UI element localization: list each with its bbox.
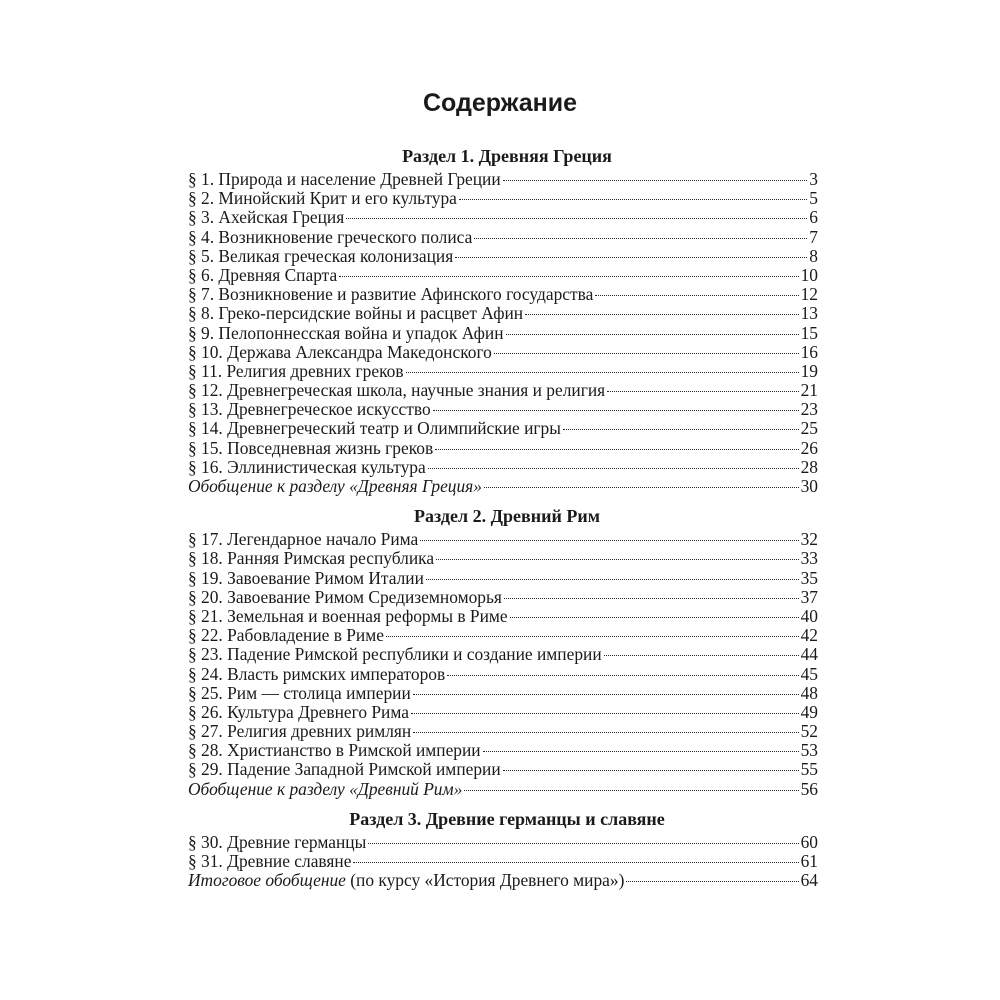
toc-entry[interactable] (188, 607, 818, 626)
toc-entry[interactable] (188, 665, 818, 684)
entry-label: § 18. Ранняя Римская республика (188, 548, 435, 569)
toc-entry[interactable] (188, 381, 818, 400)
final-label-italic: Итоговое обобщение (188, 870, 346, 891)
entry-label: § 23. Падение Римской республики и создание империи (188, 644, 602, 665)
dot-leader (447, 675, 798, 676)
dot-leader (436, 559, 799, 560)
dot-leader (464, 790, 798, 791)
entry-label: § 25. Рим — столица империи (188, 682, 411, 703)
toc-entry[interactable] (188, 833, 818, 852)
summary-page: 30 (800, 476, 818, 496)
dot-leader (413, 694, 799, 695)
entry-page: 42 (800, 625, 818, 646)
dot-leader (426, 579, 799, 580)
toc-entry[interactable] (188, 722, 818, 741)
toc-entry[interactable] (188, 343, 818, 362)
dot-leader (503, 770, 799, 771)
entry-page: 48 (800, 682, 818, 703)
entry-label: § 29. Падение Западной Римской империи (188, 759, 501, 780)
toc-entry[interactable] (188, 569, 818, 588)
entry-label: § 16. Эллинистическая культура (188, 456, 426, 477)
toc-entry[interactable] (188, 208, 818, 227)
entry-page: 32 (800, 529, 818, 550)
dot-leader (413, 732, 798, 733)
summary-page: 56 (800, 778, 818, 799)
entry-label: § 19. Завоевание Римом Италии (188, 567, 424, 588)
toc-final-entry[interactable] (188, 871, 818, 890)
dot-leader (504, 598, 799, 599)
entry-label: § 14. Древнегреческий театр и Олимпийские игры (188, 418, 561, 439)
entry-label: § 7. Возникновение и развитие Афинского государства (188, 284, 594, 305)
entry-page: 3 (809, 169, 818, 189)
entry-page: 60 (800, 831, 818, 852)
entry-label: § 30. Древние германцы (188, 831, 367, 852)
entry-page: 13 (800, 303, 818, 324)
entry-page: 25 (800, 418, 818, 439)
toc-entry[interactable] (188, 247, 818, 266)
final-label (188, 871, 624, 890)
toc-entry[interactable] (188, 530, 818, 549)
entry-page: 19 (800, 360, 818, 381)
dot-leader (474, 238, 807, 239)
dot-leader (339, 276, 798, 277)
toc-entry[interactable] (188, 400, 818, 419)
entry-page: 55 (800, 759, 818, 780)
entry-page: 28 (800, 456, 818, 477)
toc-entry[interactable] (188, 285, 818, 304)
toc-entry[interactable] (188, 852, 818, 871)
entry-page: 52 (800, 721, 818, 742)
dot-leader (353, 862, 798, 863)
dot-leader (483, 751, 799, 752)
entry-label: § 31. Древние славяне (188, 851, 352, 871)
toc-entry[interactable] (188, 266, 818, 285)
toc-entry[interactable] (188, 741, 818, 760)
dot-leader (503, 180, 808, 181)
entry-page: 16 (800, 341, 818, 362)
entry-label: § 12. Древнегреческая школа, научные знания и религия (188, 380, 606, 401)
dot-leader (626, 881, 798, 882)
toc-entry[interactable] (188, 645, 818, 664)
toc-entry[interactable] (188, 588, 818, 607)
entry-label: § 3. Ахейская Греция (188, 207, 345, 228)
entry-label: § 17. Легендарное начало Рима (188, 529, 419, 550)
dot-leader (494, 353, 799, 354)
dot-leader (510, 617, 799, 618)
dot-leader (420, 540, 798, 541)
entry-label: § 13. Древнегреческое искусство (188, 399, 431, 420)
toc-entry[interactable] (188, 419, 818, 438)
entry-label: § 9. Пелопоннесская война и упадок Афин (188, 322, 504, 343)
summary-label: Обобщение к разделу «Древний Рим» (188, 778, 463, 799)
entry-page: 23 (800, 399, 818, 420)
section-heading-2: Раздел 2. Древний Рим (414, 506, 600, 527)
entry-label: § 28. Христианство в Римской империи (188, 740, 481, 761)
entry-label: § 21. Земельная и военная реформы в Риме (188, 605, 508, 626)
toc-entry[interactable] (188, 549, 818, 568)
summary-label: Обобщение к разделу «Древняя Греция» (188, 476, 482, 496)
entry-page: 15 (800, 322, 818, 343)
entry-label: § 15. Повседневная жизнь греков (188, 437, 434, 458)
entry-label: § 11. Религия древних греков (188, 360, 404, 381)
entry-page: 5 (809, 188, 818, 209)
dot-leader (604, 655, 799, 656)
toc-entry[interactable] (188, 684, 818, 703)
toc-entry[interactable] (188, 170, 818, 189)
entry-label: § 8. Греко-персидские войны и расцвет Афин (188, 303, 524, 324)
entry-label: § 24. Власть римских императоров (188, 663, 446, 684)
dot-leader (525, 314, 799, 315)
entry-label: § 5. Великая греческая колонизация (188, 245, 454, 266)
entry-label: § 2. Минойский Крит и его культура (188, 188, 457, 209)
final-page: 64 (800, 870, 818, 891)
dot-leader (346, 218, 807, 219)
entry-label: § 1. Природа и население Древней Греции (188, 169, 501, 189)
dot-leader (607, 391, 798, 392)
toc-summary-entry[interactable] (188, 477, 818, 496)
dot-leader (411, 713, 799, 714)
dot-leader (506, 334, 799, 335)
entry-page: 45 (800, 663, 818, 684)
entry-label: § 10. Держава Александра Македонского (188, 341, 492, 362)
entry-page: 53 (800, 740, 818, 761)
entry-page: 7 (809, 226, 818, 247)
entry-label: § 22. Рабовладение в Риме (188, 625, 384, 646)
entry-label: § 20. Завоевание Римом Средиземноморья (188, 586, 502, 607)
toc-entry[interactable] (188, 304, 818, 323)
section-heading-3: Раздел 3. Древние германцы и славяне (349, 808, 665, 829)
entry-page: 26 (800, 437, 818, 458)
dot-leader (459, 199, 807, 200)
entry-page: 35 (800, 567, 818, 588)
toc-entry[interactable] (188, 439, 818, 458)
dot-leader (563, 429, 799, 430)
dot-leader (428, 468, 799, 469)
entry-page: 40 (800, 605, 818, 626)
entry-label: § 6. Древняя Спарта (188, 264, 338, 285)
table-of-contents (188, 142, 818, 890)
toc-entry[interactable] (188, 189, 818, 208)
entry-page: 44 (800, 644, 818, 665)
toc-entry[interactable] (188, 458, 818, 477)
dot-leader (455, 257, 807, 258)
dot-leader (386, 636, 799, 637)
dot-leader (406, 372, 799, 373)
entry-label: § 4. Возникновение греческого полиса (188, 226, 473, 247)
toc-entry[interactable] (188, 760, 818, 779)
entry-page: 49 (800, 701, 818, 722)
toc-entry[interactable] (188, 626, 818, 645)
entry-page: 12 (800, 284, 818, 305)
entry-page: 33 (800, 548, 818, 569)
dot-leader (484, 487, 799, 488)
toc-summary-entry[interactable] (188, 780, 818, 799)
dot-leader (368, 843, 798, 844)
toc-entry[interactable] (188, 228, 818, 247)
entry-page: 6 (809, 207, 818, 228)
entry-page: 8 (809, 245, 818, 266)
entry-page: 21 (800, 380, 818, 401)
toc-entry[interactable] (188, 324, 818, 343)
entry-page: 10 (800, 264, 818, 285)
entry-label: § 27. Религия древних римлян (188, 721, 412, 742)
dot-leader (435, 449, 798, 450)
entry-label: § 26. Культура Древнего Рима (188, 701, 409, 722)
section-heading-1: Раздел 1. Древняя Греция (402, 146, 612, 166)
toc-entry[interactable] (188, 362, 818, 381)
toc-entry[interactable] (188, 703, 818, 722)
page-title: Содержание (422, 89, 578, 117)
entry-page: 61 (800, 851, 818, 871)
entry-page: 37 (800, 586, 818, 607)
dot-leader (433, 410, 799, 411)
dot-leader (595, 295, 798, 296)
final-label-plain: (по курсу «История Древнего мира») (345, 870, 625, 891)
